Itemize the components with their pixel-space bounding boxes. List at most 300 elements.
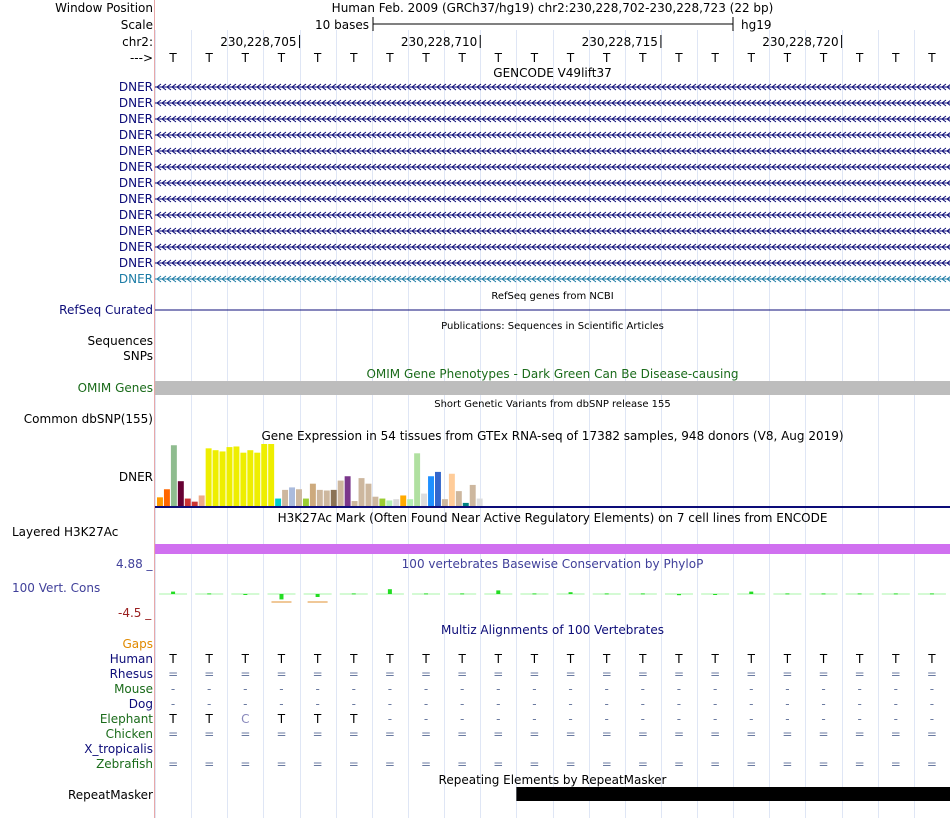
gtex-tissue-bar (310, 484, 316, 506)
alignment-char: - (532, 712, 537, 726)
alignment-char: T (169, 652, 177, 666)
alignment-char: = (854, 667, 865, 681)
alignment-char: = (601, 757, 612, 771)
alignment-char: T (313, 652, 322, 666)
gtex-tissue-bar (178, 481, 184, 506)
gtex-tissue-bar (414, 453, 420, 506)
gtex-track-label[interactable]: DNER (118, 470, 153, 484)
base-letter: T (169, 51, 177, 65)
h3k27ac-track-title: H3K27Ac Mark (Often Found Near Active Regulatory Elements) on 7 cell lines from ENCODE (277, 511, 828, 525)
db-label: hg19 (741, 18, 772, 32)
alignment-char: - (676, 697, 682, 711)
gtex-tissue-bar (324, 491, 330, 507)
alignment-char: - (640, 697, 645, 711)
snps-track-label[interactable]: SNPs (123, 349, 153, 363)
alignment-char: = (348, 757, 359, 771)
alignment-char: = (746, 727, 757, 741)
alignment-char: = (710, 727, 721, 741)
alignment-char: = (926, 757, 937, 771)
phylop-score-bar (822, 593, 826, 594)
gtex-tissue-bar (192, 502, 198, 506)
gencode-transcript-label[interactable]: DNER (118, 96, 153, 110)
gtex-tissue-bar (428, 476, 434, 506)
assembly-position-text: Human Feb. 2009 (GRCh37/hg19) chr2:230,228,702-230,228,723 (22 bp) (331, 1, 774, 15)
alignment-char: = (493, 757, 504, 771)
alignment-char: - (568, 682, 573, 696)
alignment-char: - (640, 682, 645, 696)
alignment-char: = (926, 727, 937, 741)
gencode-transcript-label[interactable]: DNER (118, 160, 153, 174)
alignment-char: = (457, 727, 468, 741)
phylop-score-bar (460, 593, 464, 594)
alignment-char: T (892, 652, 900, 666)
alignment-char: - (387, 712, 393, 726)
alignment-char: - (459, 682, 465, 696)
alignment-char: = (421, 757, 432, 771)
base-letter: T (494, 51, 502, 65)
gtex-track-title: Gene Expression in 54 tissues from GTEx RNA-seq of 17382 samples, 948 donors (V8, Aug 2019) (261, 429, 844, 443)
alignment-char: - (893, 697, 898, 711)
window-position-label: Window Position (55, 1, 153, 15)
alignment-char: = (168, 667, 179, 681)
alignment-char: - (496, 712, 501, 726)
alignment-char: = (673, 667, 685, 681)
gencode-transcript-label[interactable]: DNER (118, 144, 153, 158)
gtex-tissue-bar (213, 450, 219, 506)
gtex-tissue-bar (449, 474, 455, 506)
gtex-tissue-bar (435, 472, 441, 506)
species-label[interactable]: Rhesus (109, 667, 153, 681)
alignment-char: - (749, 712, 754, 726)
gtex-tissue-bar (421, 494, 427, 506)
gencode-transcript-label[interactable]: DNER (118, 256, 153, 270)
phylop-score-bar (171, 592, 175, 594)
alignment-char: = (782, 757, 793, 771)
alignment-char: = (348, 727, 359, 741)
phylop-score-bar (388, 589, 392, 594)
phylop-score-bar (713, 594, 717, 595)
alignment-char: - (351, 697, 356, 711)
gtex-tissue-bar (393, 499, 399, 506)
h3k27ac-track-label[interactable]: Layered H3K27Ac (12, 525, 119, 539)
species-label[interactable]: Chicken (105, 727, 153, 741)
alignment-char: = (818, 727, 829, 741)
phylop-score-bar (316, 594, 320, 597)
alignment-char: T (422, 652, 430, 666)
ruler-position-label: 230,228,705 (220, 35, 297, 49)
refseq-track-title: RefSeq genes from NCBI (491, 291, 614, 302)
repeat-element-block (516, 787, 950, 801)
alignment-char: - (351, 682, 356, 696)
base-letter: T (241, 51, 249, 65)
strand-label: ---> (129, 51, 153, 65)
omim-track-label[interactable]: OMIM Genes (77, 381, 153, 395)
alignment-char: - (857, 712, 862, 726)
repeatmasker-track-title: Repeating Elements by RepeatMasker (438, 773, 667, 787)
alignment-char: = (276, 727, 287, 741)
gencode-transcript-label[interactable]: DNER (118, 224, 153, 238)
publications-track-title: Publications: Sequences in Scientific Articles (441, 321, 664, 332)
alignment-char: T (386, 652, 394, 666)
alignment-char: - (785, 682, 790, 696)
alignment-char: = (529, 757, 540, 771)
alignment-char: T (530, 652, 539, 666)
phylop-track-title: 100 vertebrates Basewise Conservation by PhyloP (401, 557, 704, 571)
gencode-track-title: GENCODE V49lift37 (493, 66, 612, 80)
base-letter: T (892, 51, 900, 65)
alignment-char: T (747, 652, 755, 666)
gtex-tissue-bar (157, 497, 163, 506)
alignment-char: T (603, 652, 611, 666)
alignment-char: - (712, 682, 718, 696)
alignment-char: - (279, 682, 284, 696)
alignment-char: - (712, 697, 718, 711)
alignment-char: T (277, 652, 286, 666)
ruler-position-label: 230,228,720 (762, 35, 839, 49)
gtex-tissue-bar (247, 450, 253, 506)
phylop-score-bar (641, 593, 645, 594)
species-label[interactable]: Dog (128, 697, 153, 711)
gencode-transcript-label[interactable]: DNER (118, 176, 153, 190)
alignment-char: = (240, 727, 251, 741)
h3k27ac-signal (155, 544, 950, 554)
alignment-char: T (639, 652, 647, 666)
gtex-tissue-bar (407, 499, 413, 506)
alignment-char: - (387, 682, 393, 696)
base-letter: T (458, 51, 466, 65)
alignment-char: = (637, 757, 648, 771)
phylop-score-bar (605, 593, 609, 594)
gtex-tissue-bar (303, 499, 309, 506)
alignment-char: = (782, 727, 793, 741)
alignment-char: - (929, 697, 935, 711)
gtex-tissue-bar (261, 444, 267, 506)
alignment-char: T (855, 652, 864, 666)
alignment-char: - (279, 697, 284, 711)
phylop-score-bar (749, 592, 753, 594)
base-letter: T (277, 51, 286, 65)
alignment-char: = (673, 727, 685, 741)
scale-bar-text: 10 bases (315, 18, 369, 32)
alignment-char: - (821, 682, 826, 696)
gtex-tissue-bar (164, 489, 170, 506)
alignment-char: = (601, 667, 612, 681)
gtex-tissue-bar (331, 490, 337, 506)
phylop-ymax-label: 4.88 _ (116, 557, 153, 571)
repeatmasker-track-label[interactable]: RepeatMasker (67, 788, 153, 802)
phylop-score-bar (424, 593, 428, 594)
alignment-char: = (637, 667, 648, 681)
gtex-tissue-bar (233, 446, 239, 506)
gtex-tissue-bar (338, 481, 344, 506)
alignment-char: = (782, 667, 793, 681)
phylop-score-bar (532, 593, 536, 594)
alignment-char: - (207, 697, 212, 711)
alignment-char: = (384, 727, 395, 741)
gtex-tissue-bar (400, 495, 406, 506)
alignment-char: - (207, 682, 212, 696)
gtex-tissue-bar (268, 444, 274, 506)
gtex-tissue-bar (171, 445, 177, 506)
scale-label: Scale (120, 18, 153, 32)
phylop-score-bar (894, 593, 898, 594)
species-label[interactable]: Elephant (99, 712, 153, 726)
phylop-score-bar (677, 594, 681, 595)
alignment-char: = (421, 727, 432, 741)
alignment-char: = (673, 757, 685, 771)
alignment-char: - (604, 682, 609, 696)
alignment-char: T (277, 712, 286, 726)
alignment-char: = (312, 757, 323, 771)
alignment-char: - (532, 697, 537, 711)
gencode-transcript-label[interactable]: DNER (118, 240, 153, 254)
base-letter: T (313, 51, 322, 65)
alignment-char: - (568, 697, 573, 711)
gtex-tissue-bar (372, 497, 378, 506)
phylop-score-bar (352, 593, 356, 594)
alignment-char: - (712, 712, 718, 726)
alignment-char: - (243, 697, 248, 711)
alignment-char: - (640, 712, 645, 726)
alignment-char: - (857, 682, 862, 696)
alignment-char: = (818, 757, 829, 771)
alignment-char: = (529, 727, 540, 741)
alignment-char: = (276, 757, 287, 771)
phylop-score-bar (243, 594, 247, 595)
alignment-char: - (857, 697, 862, 711)
alignment-char: = (348, 667, 359, 681)
alignment-char: - (676, 682, 682, 696)
base-letter: T (639, 51, 647, 65)
phylop-score-bar (785, 593, 789, 594)
alignment-char: - (604, 712, 609, 726)
alignment-char: - (423, 712, 429, 726)
alignment-char: T (675, 652, 683, 666)
alignment-char: - (785, 712, 790, 726)
phylop-score-bar (496, 590, 500, 594)
alignment-char: = (240, 757, 251, 771)
alignment-char: T (566, 652, 575, 666)
base-letter: T (928, 51, 936, 65)
alignment-char: = (710, 757, 721, 771)
alignment-char: = (565, 757, 576, 771)
alignment-char: = (421, 667, 432, 681)
alignment-char: = (168, 757, 179, 771)
species-label[interactable]: Human (109, 652, 153, 666)
alignment-char: = (240, 667, 251, 681)
base-letter: T (783, 51, 792, 65)
alignment-char: T (205, 652, 213, 666)
alignment-char: - (676, 712, 682, 726)
gtex-tissue-bar (352, 501, 358, 506)
gtex-tissue-bar (442, 499, 448, 506)
gencode-transcript-label[interactable]: DNER (118, 112, 153, 126)
alignment-char: = (204, 757, 215, 771)
base-letter: T (205, 51, 213, 65)
omim-gene-bar (155, 381, 950, 395)
ruler-position-label: 230,228,710 (400, 35, 478, 49)
alignment-char: - (821, 697, 826, 711)
alignment-char: - (459, 712, 465, 726)
base-letter: T (675, 51, 683, 65)
alignment-char: C (241, 712, 250, 726)
dbsnp-track-title: Short Genetic Variants from dbSNP release 155 (434, 399, 671, 410)
alignment-char: T (169, 712, 177, 726)
alignment-char: - (604, 697, 609, 711)
alignment-char: = (601, 727, 612, 741)
phylop-score-bar (858, 593, 862, 594)
alignment-char: T (205, 712, 213, 726)
gtex-tissue-bar (240, 453, 246, 506)
alignment-char: - (785, 697, 790, 711)
alignment-char: = (854, 757, 865, 771)
gtex-tissue-bar (366, 484, 372, 506)
ruler-position-label: 230,228,715 (581, 35, 658, 49)
base-letter: T (603, 51, 611, 65)
alignment-char: - (893, 712, 898, 726)
alignment-char: - (496, 697, 501, 711)
alignment-char: - (893, 682, 898, 696)
phylop-score-bar (207, 593, 211, 594)
alignment-char: T (711, 652, 719, 666)
gtex-tissue-bar (463, 503, 469, 506)
phylop-score-bar (569, 592, 573, 594)
gaps-label: Gaps (122, 637, 153, 651)
gtex-tissue-bar (227, 447, 233, 506)
gencode-transcript-label[interactable]: DNER (118, 192, 153, 206)
gtex-tissue-bar (470, 485, 476, 506)
alignment-char: - (749, 682, 754, 696)
alignment-char: - (315, 682, 320, 696)
gtex-tissue-bar (254, 453, 260, 506)
gencode-transcript-label[interactable]: DNER (118, 128, 153, 142)
base-letter: T (350, 51, 358, 65)
alignment-char: = (493, 667, 504, 681)
gtex-tissue-bar (220, 451, 226, 506)
phylop-track-label[interactable]: 100 Vert. Cons (12, 581, 101, 595)
alignment-char: T (494, 652, 502, 666)
alignment-char: = (457, 757, 468, 771)
refseq-track-label[interactable]: RefSeq Curated (59, 303, 153, 317)
gencode-transcript-label[interactable]: DNER (118, 272, 153, 286)
alignment-char: - (170, 697, 176, 711)
base-letter: T (422, 51, 430, 65)
alignment-char: = (746, 757, 757, 771)
alignment-char: - (496, 682, 501, 696)
gtex-tissue-bar (386, 500, 392, 506)
gtex-tissue-bar (185, 499, 191, 506)
alignment-char: = (637, 727, 648, 741)
alignment-char: = (384, 667, 395, 681)
sequences-track-label[interactable]: Sequences (87, 334, 153, 348)
alignment-char: = (529, 667, 540, 681)
dbsnp-track-label[interactable]: Common dbSNP(155) (23, 412, 153, 426)
alignment-char: - (568, 712, 573, 726)
alignment-char: - (821, 712, 826, 726)
alignment-char: = (493, 727, 504, 741)
gtex-tissue-bar (296, 489, 302, 506)
alignment-char: - (315, 697, 320, 711)
alignment-char: = (854, 727, 865, 741)
alignment-char: - (387, 697, 393, 711)
alignment-char: = (312, 667, 323, 681)
alignment-char: - (459, 697, 465, 711)
phylop-score-bar (279, 594, 283, 599)
gtex-tissue-bar (379, 499, 385, 506)
gtex-tissue-bar (456, 491, 462, 506)
base-letter: T (855, 51, 864, 65)
phylop-ymin-label: -4.5 _ (118, 606, 152, 620)
alignment-char: - (532, 682, 537, 696)
gtex-tissue-bar (317, 490, 323, 506)
base-letter: T (386, 51, 394, 65)
alignment-char: = (384, 757, 395, 771)
alignment-char: T (819, 652, 828, 666)
phylop-score-bar (930, 593, 934, 594)
alignment-char: T (350, 712, 358, 726)
alignment-char: = (565, 667, 576, 681)
omim-track-title: OMIM Gene Phenotypes - Dark Green Can Be Disease-causing (366, 367, 739, 381)
multiz-track-title: Multiz Alignments of 100 Vertebrates (440, 623, 665, 637)
alignment-char: = (710, 667, 721, 681)
alignment-char: T (928, 652, 936, 666)
alignment-char: T (783, 652, 792, 666)
alignment-char: - (929, 682, 935, 696)
alignment-char: = (276, 667, 287, 681)
alignment-char: T (313, 712, 322, 726)
alignment-char: - (423, 697, 429, 711)
alignment-char: T (241, 652, 249, 666)
base-letter: T (566, 51, 575, 65)
alignment-char: = (168, 727, 179, 741)
alignment-char: - (929, 712, 935, 726)
alignment-char: = (926, 667, 937, 681)
chrom-label: chr2: (122, 35, 153, 49)
base-letter: T (711, 51, 719, 65)
gtex-tissue-bar (477, 499, 483, 506)
gtex-tissue-bar (359, 478, 365, 506)
alignment-char: - (423, 682, 429, 696)
alignment-char: = (457, 667, 468, 681)
base-letter: T (819, 51, 828, 65)
gtex-tissue-bar (282, 490, 288, 506)
alignment-char: = (204, 727, 215, 741)
base-letter: T (530, 51, 539, 65)
species-label[interactable]: Mouse (114, 682, 153, 696)
alignment-char: - (170, 682, 176, 696)
alignment-char: = (818, 667, 829, 681)
species-label[interactable]: X_tropicalis (84, 742, 153, 756)
gencode-transcript-label[interactable]: DNER (118, 208, 153, 222)
alignment-char: = (204, 667, 215, 681)
alignment-char: T (350, 652, 358, 666)
alignment-char: - (243, 682, 248, 696)
species-label[interactable]: Zebrafish (96, 757, 153, 771)
gencode-transcript-label[interactable]: DNER (118, 80, 153, 94)
base-letter: T (747, 51, 755, 65)
gtex-tissue-bar (289, 487, 295, 506)
gtex-tissue-bar (345, 476, 351, 506)
gtex-tissue-bar (206, 448, 212, 506)
alignment-char: - (749, 697, 754, 711)
gtex-tissue-bar (199, 495, 205, 506)
gtex-tissue-bar (275, 499, 281, 506)
alignment-char: = (746, 667, 757, 681)
alignment-char: = (890, 757, 901, 771)
alignment-char: = (312, 727, 323, 741)
alignment-char: T (458, 652, 466, 666)
alignment-char: = (890, 727, 901, 741)
